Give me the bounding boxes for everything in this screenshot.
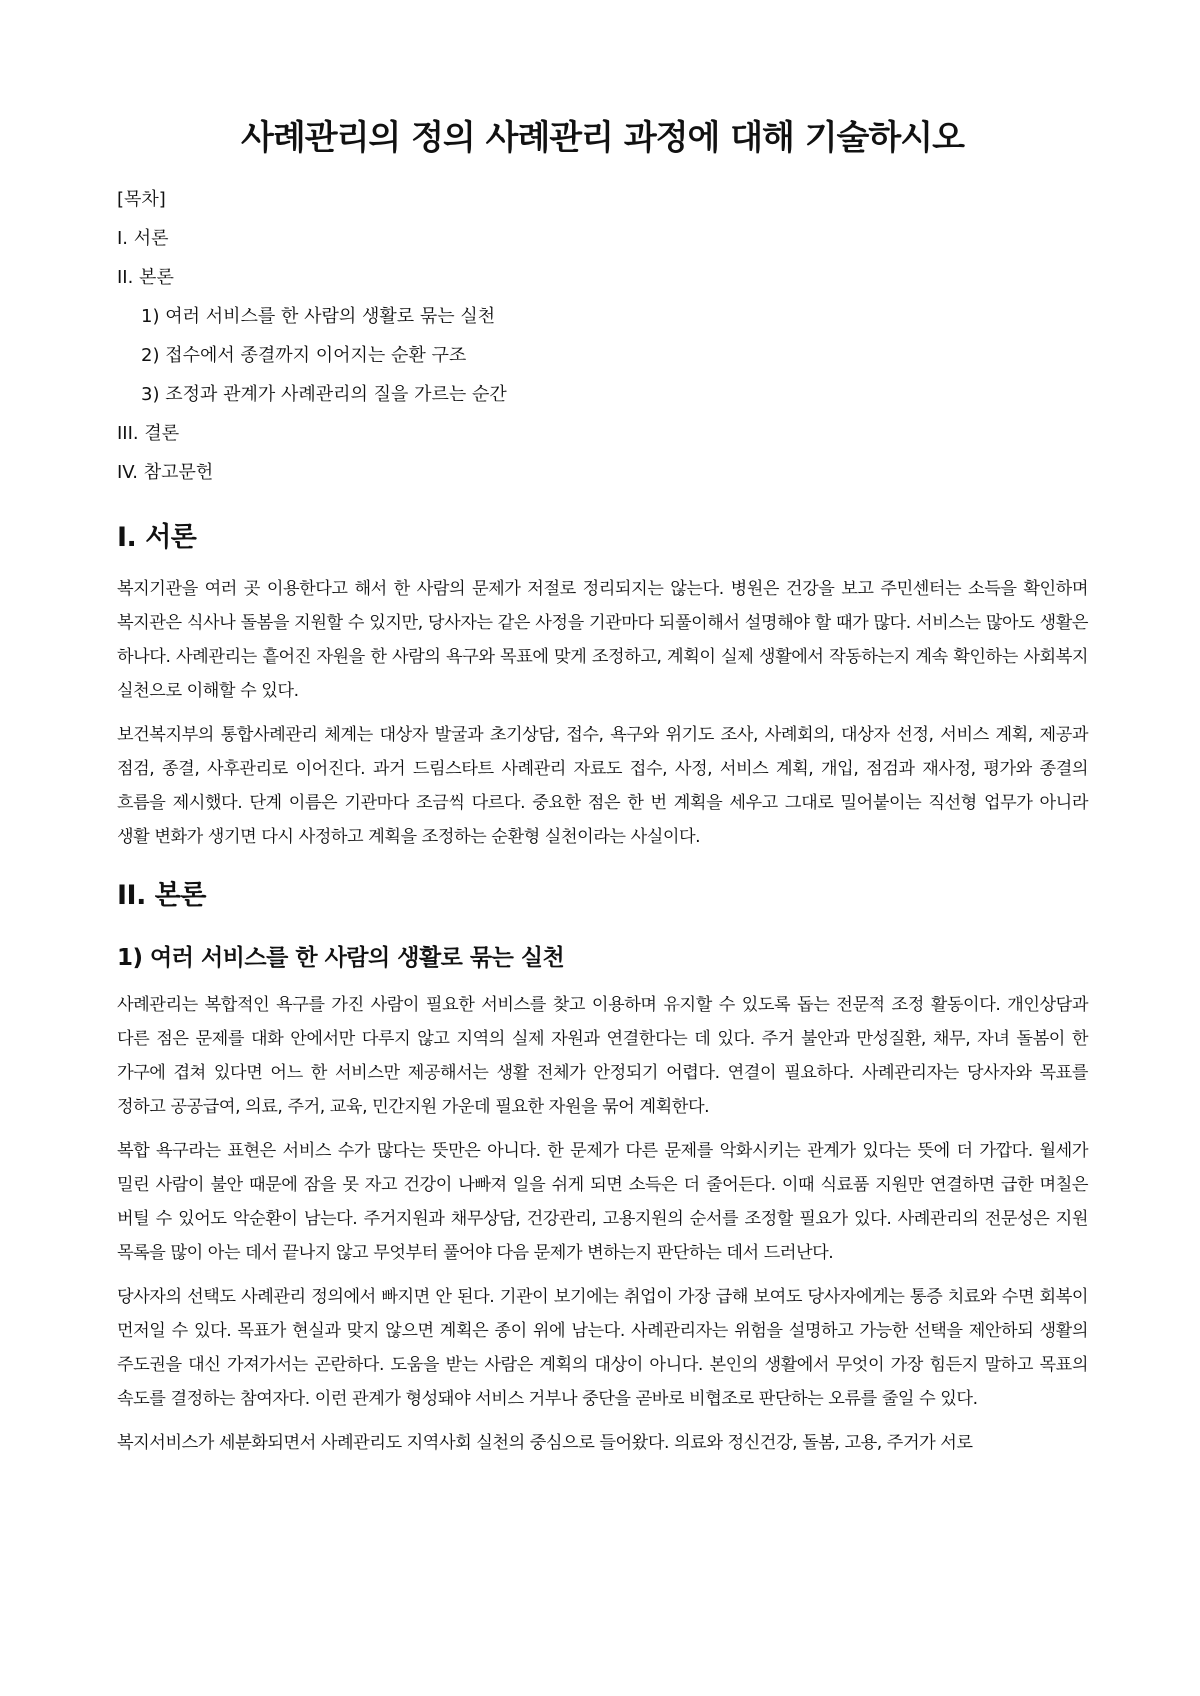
toc-subitem-2: 2) 접수에서 종결까지 이어지는 순환 구조: [141, 345, 467, 366]
toc-heading: [목차]: [117, 189, 166, 210]
body-paragraph-1: 사례관리는 복합적인 욕구를 가진 사람이 필요한 서비스를 찾고 이용하며 유지할 수 있도록 돕는 전문적 조정 활동이다. 개인상담과 다른 점은 문제를 대화 안에서만 다루지 않고 지역의 실제 자원과 연결한다는 데 있다. 주거 불안과 만성질환, 채무, 자녀 돌봄이 한 가구에 겹쳐 있다면 어느 한 서비스만 제공해서는 생활 전체가 안정되기 어렵다. 연결이 필요하다. 사례관리자는 당사자와 목표를 정하고 공공급여, 의료, 주거, 교육, 민간지원 가운데 필요한 자원을 묶어 계획한다.: [117, 995, 1088, 1117]
toc-item-conclusion: III. 결론: [117, 423, 180, 444]
document-title: 사례관리의 정의 사례관리 과정에 대해 기술하시오: [241, 118, 964, 158]
intro-paragraph-2: 보건복지부의 통합사례관리 체계는 대상자 발굴과 초기상담, 접수, 욕구와 위기도 조사, 사례회의, 대상자 선정, 서비스 계획, 제공과 점검, 종결, 사후관리로 이어진다. 과거 드림스타트 사례관리 자료도 접수, 사정, 서비스 계획, 개입, 점검과 재사정, 평가와 종결의 흐름을 제시했다. 단계 이름은 기관마다 조금씩 다르다. 중요한 점은 한 번 계획을 세우고 그대로 밀어붙이는 직선형 업무가 아니라 생활 변화가 생기면 다시 사정하고 계획을 조정하는 순환형 실천이라는 사실이다.: [117, 725, 1088, 847]
intro-section: [117, 518, 1088, 854]
body-subheading-1: 1) 여러 서비스를 한 사람의 생활로 묶는 실천: [117, 945, 565, 971]
intro-paragraph-1: 복지기관을 여러 곳 이용한다고 해서 한 사람의 문제가 저절로 정리되지는 않는다. 병원은 건강을 보고 주민센터는 소득을 확인하며 복지관은 식사나 돌봄을 지원할 수 있지만, 당사자는 같은 사정을 기관마다 되풀이해서 설명해야 할 때가 많다. 서비스는 많아도 생활은 하나다. 사례관리는 흩어진 자원을 한 사람의 욕구와 목표에 맞게 조정하고, 계획이 실제 생활에서 작동하는지 계속 확인하는 사회복지 실천으로 이해할 수 있다.: [117, 579, 1088, 701]
toc-item-intro: I. 서론: [117, 228, 169, 249]
intro-heading: I. 서론: [117, 522, 197, 553]
body-paragraph-2: 복합 욕구라는 표현은 서비스 수가 많다는 뜻만은 아니다. 한 문제가 다른 문제를 악화시키는 관계가 있다는 뜻에 더 가깝다. 월세가 밀린 사람이 불안 때문에 잠을 못 자고 건강이 나빠져 일을 쉬게 되면 소득은 더 줄어든다. 이때 식료품 지원만 연결하면 급한 며칠은 버틸 수 있어도 악순환이 남는다. 주거지원과 채무상담, 건강관리, 고용지원의 순서를 조정할 필요가 있다. 사례관리의 전문성은 지원 목록을 많이 아는 데서 끝나지 않고 무엇부터 풀어야 다음 문제가 변하는지 판단하는 데서 드러난다.: [117, 1141, 1088, 1263]
toc-item-body: II. 본론: [117, 267, 174, 288]
body-heading: II. 본론: [117, 880, 206, 911]
table-of-contents: [117, 180, 1088, 492]
body-paragraph-4: 복지서비스가 세분화되면서 사례관리도 지역사회 실천의 중심으로 들어왔다. 의료와 정신건강, 돌봄, 고용, 주거가 서로: [117, 1433, 973, 1453]
body-paragraph-3: 당사자의 선택도 사례관리 정의에서 빠지면 안 된다. 기관이 보기에는 취업이 가장 급해 보여도 당사자에게는 통증 치료와 수면 회복이 먼저일 수 있다. 목표가 현실과 맞지 않으면 계획은 종이 위에 남는다. 사례관리자는 위험을 설명하고 가능한 선택을 제안하되 생활의 주도권을 대신 가져가서는 곤란하다. 도움을 받는 사람은 계획의 대상이 아니다. 본인의 생활에서 무엇이 가장 힘든지 말하고 목표의 속도를 결정하는 참여자다. 이런 관계가 형성돼야 서비스 거부나 중단을 곧바로 비협조로 판단하는 오류를 줄일 수 있다.: [117, 1287, 1088, 1409]
toc-item-references: IV. 참고문헌: [117, 462, 214, 483]
toc-subitem-3: 3) 조정과 관계가 사례관리의 질을 가르는 순간: [141, 384, 507, 405]
toc-subitem-1: 1) 여러 서비스를 한 사람의 생활로 묶는 실천: [141, 306, 496, 327]
body-section: [117, 876, 1088, 1460]
